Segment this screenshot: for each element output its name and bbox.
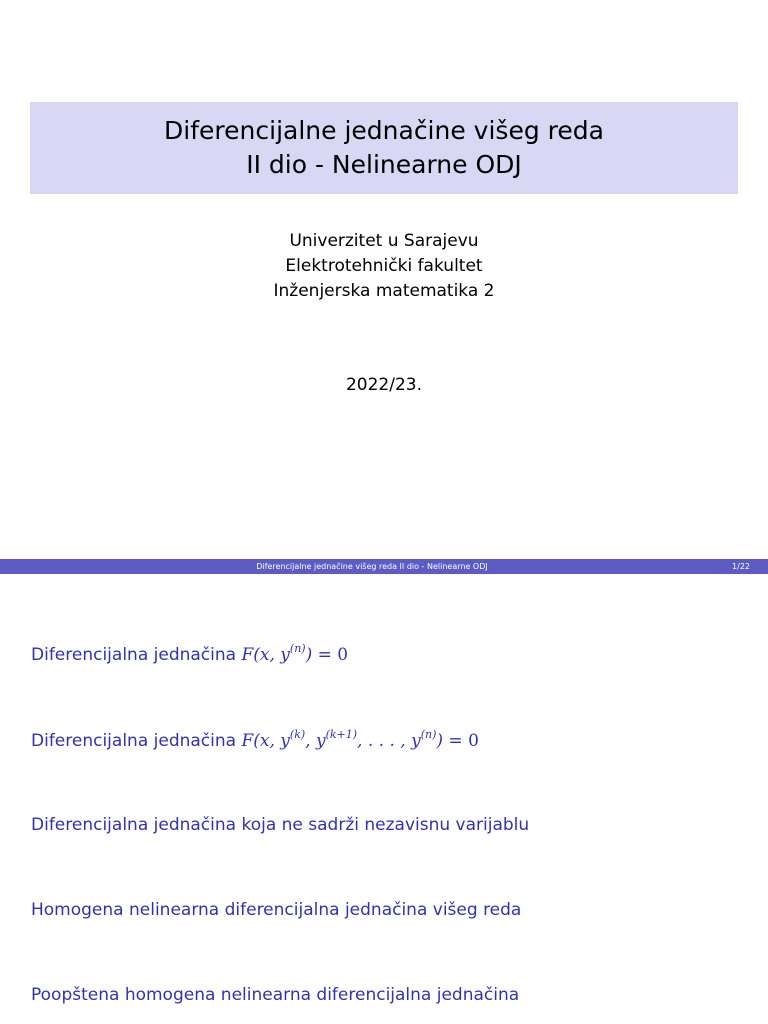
formula-1: F(x, $y^{(n)}) = 0$	[241, 642, 349, 665]
toc-item-2[interactable]	[31, 729, 479, 753]
faculty: Elektrotehnički fakultet	[285, 256, 483, 276]
page-number: 1/22	[732, 562, 750, 571]
academic-year: 2022/23.	[345, 375, 423, 395]
title-line-1: Diferencijalne jednačine višeg reda	[164, 116, 604, 145]
title-block	[30, 102, 738, 194]
toc-item-1-label: Diferencijalna jednačina	[31, 645, 237, 665]
toc-item-5[interactable]: Poopštena homogena nelinearna diferencijalna jednačina	[31, 985, 520, 1005]
author-info	[0, 229, 768, 304]
course: Inženjerska matematika 2	[273, 281, 495, 301]
toc-item-2-label: Diferencijalna jednačina	[31, 731, 237, 751]
footer-bar	[0, 559, 768, 574]
formula-2: F(x, $y^{(k)}$, $y^{(k+1)}$, . . . , $y^{(n)}) = 0$	[241, 728, 479, 751]
toc-item-1[interactable]	[31, 643, 348, 667]
toc-item-4[interactable]: Homogena nelinearna diferencijalna jednačina višeg reda	[31, 900, 522, 920]
institution: Univerzitet u Sarajevu	[289, 231, 479, 251]
title-line-2: II dio - Nelinearne ODJ	[246, 150, 522, 179]
footer-title: Diferencijalne jednačine višeg reda II dio - Nelinearne ODJ	[256, 562, 488, 571]
toc-item-3[interactable]: Diferencijalna jednačina koja ne sadrži nezavisnu varijablu	[31, 815, 530, 835]
